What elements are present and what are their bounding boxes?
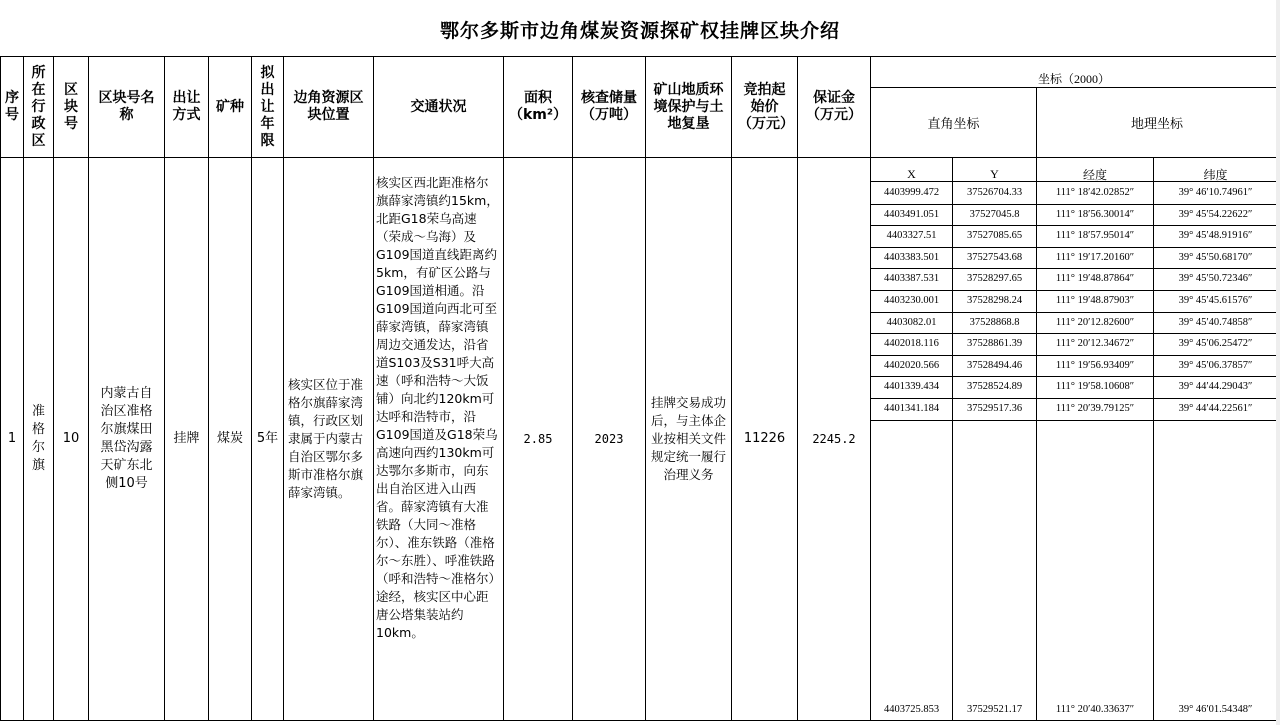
header-env: 矿山地质环境保护与土地复垦 [653,81,724,132]
page-title: 鄂尔多斯市边角煤炭资源探矿权挂牌区块介绍 [439,20,840,42]
cell-reserve: 2023 [594,432,624,446]
header-geo-coords: 地理坐标 [1130,116,1183,131]
cell-deposit: 2245.2 [812,432,856,446]
coord-x: 4403999.472 [883,187,940,198]
coord-y: 37528494.46 [966,359,1023,371]
header-admin: 所在行政区 [31,64,46,149]
coord-lat: 39° 45′48.91916″ [1178,230,1253,242]
cell-seq: 1 [7,431,17,446]
coord-x: 4403082.01 [886,316,937,328]
coord-y: 37527045.8 [969,208,1020,220]
coord-y: 37529517.36 [966,403,1023,414]
coord-y: 37527543.68 [966,251,1023,263]
cell-area: 2.85 [523,432,553,446]
coord-last-lon: 111° 20′40.33637″ [1055,704,1135,715]
header-coords: 坐标（2000） [1037,71,1110,86]
coord-lon: 111° 19′58.10608″ [1055,381,1135,393]
cell-location: 核实区位于准格尔旗薛家湾镇，行政区划隶属于内蒙古自治区鄂尔多斯市准格尔旗薛家湾镇。 [288,377,364,500]
coord-x: 4402020.566 [883,359,940,371]
cell-block-no: 10 [62,431,80,446]
coord-lon: 111° 20′12.82600″ [1055,316,1135,328]
cell-method: 挂牌 [173,431,200,446]
coord-lat: 39° 45′06.25472″ [1178,338,1253,350]
coord-x: 4401339.434 [883,381,940,393]
coord-x: 4403327.51 [886,230,937,242]
coord-last-x: 4403725.853 [883,704,940,715]
header-term: 拟出让年限 [260,64,275,149]
coord-lat: 39° 45′50.68170″ [1178,251,1253,263]
coord-lon: 111° 19′17.20160″ [1055,251,1135,263]
header-location: 边角资源区块位置 [293,90,364,123]
header-traffic: 交通状况 [410,98,467,115]
header-y: Y [990,166,999,181]
coord-lon: 111° 19′48.87903″ [1055,295,1135,306]
coord-lat: 39° 44′44.29043″ [1178,381,1253,393]
coord-x: 4403491.051 [883,208,940,220]
cell-term: 5年 [256,431,279,446]
coord-lon: 111° 20′12.34672″ [1055,338,1135,350]
coord-y: 37527085.65 [966,230,1023,242]
coord-lon: 111° 18′56.30014″ [1055,208,1135,220]
coord-x: 4403230.001 [883,295,940,306]
coord-y: 37528868.8 [969,316,1020,328]
coord-lat: 39° 45′45.61576″ [1178,295,1253,306]
coord-lon: 111° 19′48.87864″ [1055,273,1135,285]
header-block-no: 区块号 [64,81,78,132]
coord-x: 4403387.531 [883,273,940,285]
coord-lat: 39° 45′54.22622″ [1178,208,1253,220]
header-rect-coords: 直角坐标 [927,116,980,131]
coord-x: 4402018.116 [884,338,939,350]
header-mineral: 矿种 [216,98,244,115]
coord-lon: 111° 19′56.93409″ [1055,359,1135,371]
header-x: X [907,166,916,181]
coord-lat: 39° 46′10.74961″ [1178,187,1253,198]
coord-x: 4401341.184 [883,403,940,414]
header-seq: 序号 [5,90,19,123]
coord-last-lat: 39° 46′01.54348″ [1178,704,1253,715]
coord-lon: 111° 20′39.79125″ [1055,403,1135,414]
coord-x: 4403383.501 [883,251,940,263]
header-method: 出让方式 [172,90,201,123]
coord-y: 37528861.39 [966,338,1023,350]
coord-y: 37528297.65 [966,273,1023,285]
coord-last-y: 37529521.17 [966,704,1023,715]
window-edge [1276,0,1280,725]
coord-y: 37526704.33 [966,187,1023,198]
block-table [0,56,1280,721]
header-reserve: 核查储量（万吨） [581,90,637,123]
coord-lat: 39° 45′50.72346″ [1178,273,1253,285]
header-deposit: 保证金（万元） [806,90,862,123]
coord-lat: 39° 45′40.74858″ [1178,316,1253,328]
cell-start-price: 11226 [743,431,786,446]
header-block-name: 区块号名称 [98,90,155,123]
header-start-price: 竞拍起始价（万元） [738,81,794,132]
cell-block-name: 内蒙古自治区准格尔旗煤田黑岱沟露天矿东北侧10号 [100,386,153,491]
coord-lon: 111° 18′57.95014″ [1055,230,1135,242]
coord-lat: 39° 45′06.37857″ [1178,359,1253,371]
coord-lat: 39° 44′44.22561″ [1178,403,1253,414]
header-area: 面积（km²） [508,90,568,123]
cell-admin: 准格尔旗 [31,404,45,473]
cell-mineral: 煤炭 [216,431,243,446]
coord-row-divider [870,420,1278,421]
header-lon: 经度 [1082,167,1107,182]
cell-env: 挂牌交易成功后，与主体企业按相关文件规定统一履行治理义务 [650,395,726,482]
coord-y: 37528524.89 [966,381,1023,393]
coord-lon: 111° 18′42.02852″ [1055,187,1135,198]
coord-y: 37528298.24 [966,295,1023,306]
header-lat: 纬度 [1203,167,1228,182]
cell-traffic: 核实区西北距准格尔旗薛家湾镇约15km，北距G18荣乌高速（荣成～乌海）及G109国道直线距离约5km，有矿区公路与G109国道相通。沿G109国道向西北可至薛家湾镇，薛家湾镇周边交通发达，沿省道S103及S31呼大高速（呼和浩特～大饭铺）向北约120km可达呼和浩特市，沿G109国道及G18荣乌高速向西约130km可达鄂尔多斯市，向东出自治区进入山西省。薛家湾镇有大准铁路（大同～准格尔）、准东铁路（准格尔～东胜）、呼准铁路（呼和浩特～准格尔）途经，核实区中心距唐公塔集装站约10km。 [376,175,499,640]
